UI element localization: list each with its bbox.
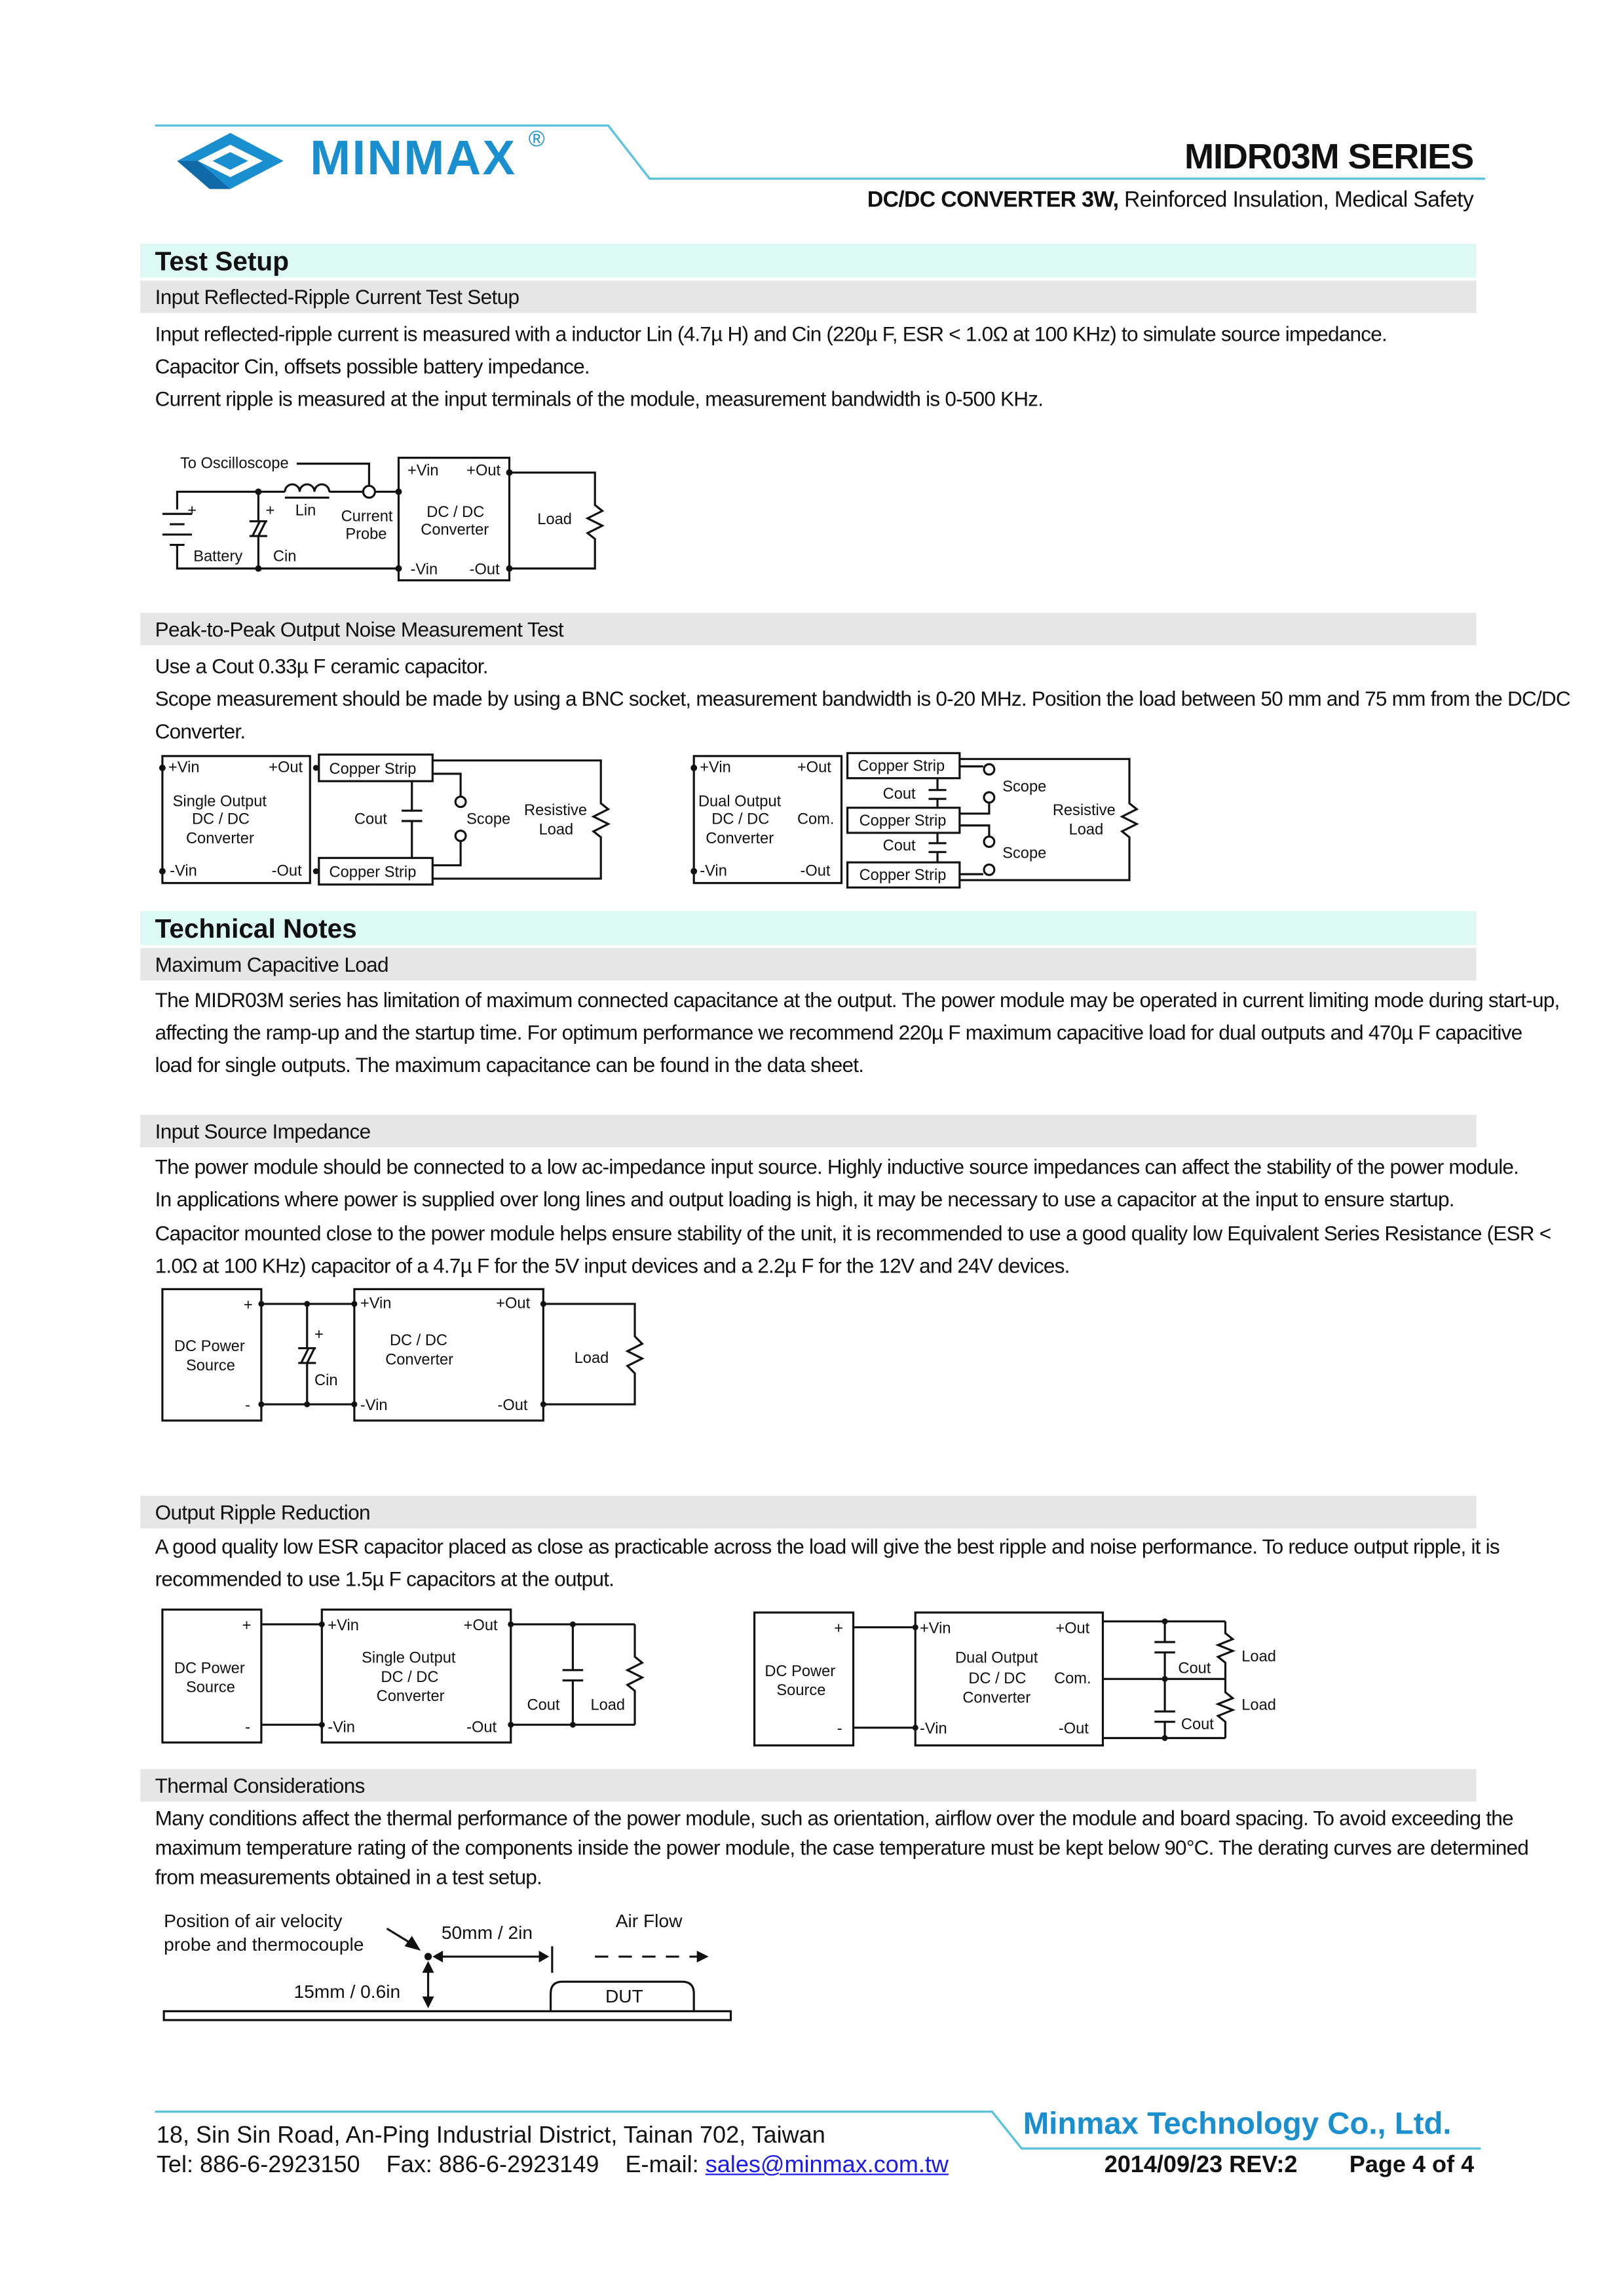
footer-company: Minmax Technology Co., Ltd. — [1023, 2107, 1452, 2141]
label: probe and thermocouple — [164, 1934, 364, 1955]
label: + — [265, 502, 275, 520]
input-impedance-diagram — [155, 1282, 650, 1429]
paragraph-line: affecting the ramp-up and the startup time. For optimum performance we recommend 220µ F maximum capacitive load for dual outputs and 470µ F capacitive — [155, 1020, 1522, 1044]
paragraph-line: load for single outputs. The maximum capacitance can be found in the data sheet. — [155, 1052, 864, 1077]
input-ripple-diagram — [147, 443, 620, 590]
label: +Vin — [328, 1617, 359, 1634]
paragraph-line: The power module should be connected to a low ac-impedance input source. Highly inductive source impedances can affect the stability of the power module. — [155, 1155, 1519, 1179]
label: -Out — [1058, 1720, 1089, 1738]
label: Position of air velocity — [164, 1910, 343, 1931]
footer-address: 18, Sin Sin Road, An-Ping Industrial District, Tainan 702, Taiwan — [156, 2123, 825, 2149]
label: Load — [537, 511, 572, 529]
label: - — [245, 1719, 250, 1736]
label: DC / DC — [389, 1332, 448, 1350]
label: Cout — [354, 811, 387, 828]
label: Converter — [185, 830, 254, 847]
paragraph-line: Current ripple is measured at the input terminals of the module, measurement bandwidth is 0-500 KHz. — [155, 387, 1044, 411]
label: DUT — [605, 1985, 643, 2006]
paragraph-line: In applications where power is supplied over long lines and output loading is high, it may be necessary to use a capacitor at the input to ensure startup. — [155, 1187, 1454, 1211]
label: -Vin — [328, 1719, 355, 1736]
subsection-title: Maximum Capacitive Load — [155, 952, 388, 976]
subsection-output-ripple — [140, 1496, 1477, 1529]
label: Single Output — [362, 1649, 456, 1667]
paragraph-line: Many conditions affect the thermal performance of the power module, such as orientation, airflow over the module and board spacing. To avoid exceeding the — [155, 1806, 1513, 1830]
label: DC Power — [174, 1660, 245, 1677]
label: Cin — [314, 1371, 338, 1389]
label: +Vin — [919, 1620, 951, 1637]
paragraph-line: The MIDR03M series has limitation of maximum connected capacitance at the output. The power module may be operated in current limiting mode during start-up, — [155, 987, 1560, 1012]
subsection-input-ripple — [140, 280, 1477, 313]
label: Copper Strip — [859, 812, 947, 830]
label: Source — [776, 1682, 826, 1700]
label: Copper Strip — [858, 757, 945, 775]
noise-dual-diagram — [687, 746, 1144, 893]
label: Current — [341, 508, 393, 526]
label: Cout — [1178, 1660, 1211, 1677]
label: Source — [185, 1357, 235, 1375]
label: Scope — [466, 811, 511, 828]
label: +Out — [463, 1617, 498, 1634]
label: Cout — [882, 786, 916, 803]
subsection-title: Output Ripple Reduction — [155, 1500, 370, 1524]
label: Resistive — [524, 801, 587, 819]
label: DC / DC — [711, 811, 770, 828]
label: +Out — [466, 462, 501, 480]
label: Copper Strip — [329, 864, 417, 881]
subsection-noise — [140, 613, 1477, 645]
paragraph-line: Capacitor mounted close to the power module helps ensure stability of the unit, it is recommended to use a good quality low Equivalent Series Resistance (ESR < — [155, 1221, 1551, 1245]
label: +Out — [797, 759, 831, 776]
label: 15mm / 0.6in — [293, 1981, 401, 2002]
label: Load — [1241, 1696, 1276, 1714]
subsection-title: Input Source Impedance — [155, 1119, 371, 1143]
label: -Vin — [170, 862, 197, 880]
paragraph-line: from measurements obtained in a test setup. — [155, 1865, 542, 1889]
section-title: Test Setup — [155, 246, 290, 277]
label: Battery — [193, 548, 243, 565]
subsection-max-cap — [140, 948, 1477, 981]
label: Load — [590, 1696, 626, 1714]
paragraph-line: A good quality low ESR capacitor placed as close as practicable across the load will give the best ripple and noise performance. To reduce output ripple, it is — [155, 1534, 1500, 1558]
minmax-logo-icon — [174, 130, 292, 192]
label: Load — [574, 1350, 609, 1368]
label: -Out — [469, 561, 500, 579]
output-ripple-single-diagram — [155, 1602, 650, 1750]
label: Load — [1068, 821, 1104, 839]
footer-tel-fax: Tel: 886-6-2923150 Fax: 886-6-2923149 E-mail: — [156, 2152, 706, 2179]
label: +Out — [269, 759, 303, 776]
email-link[interactable]: sales@minmax.com.tw — [705, 2152, 949, 2179]
subtitle-rest: Reinforced Insulation, Medical Safety — [1118, 187, 1474, 213]
label: Converter — [421, 521, 489, 539]
output-ripple-dual-diagram — [746, 1602, 1292, 1753]
label: -Out — [466, 1719, 497, 1736]
subtitle-bold: DC/DC CONVERTER 3W, — [867, 187, 1119, 213]
label: +Vin — [168, 759, 200, 776]
paragraph-line: Scope measurement should be made by using a BNC socket, measurement bandwidth is 0-20 MHz. Position the load between 50 mm and 75 mm from the DC/DC — [155, 686, 1570, 710]
section-title: Technical Notes — [155, 913, 357, 944]
label: DC Power — [765, 1662, 836, 1680]
label: Cout — [882, 837, 916, 855]
label: -Out — [800, 862, 831, 880]
label: + — [187, 502, 197, 520]
label: Converter — [706, 830, 774, 847]
label: Copper Strip — [329, 760, 417, 778]
series-subtitle — [867, 187, 1473, 212]
label: Dual Output — [955, 1649, 1038, 1667]
section-technical-notes — [140, 911, 1477, 945]
label: +Out — [496, 1295, 531, 1312]
label: Scope — [1002, 778, 1047, 795]
paragraph-line: Input reflected-ripple current is measured with a inductor Lin (4.7µ H) and Cin (220µ F, ESR < 1.0Ω at 100 KHz) to simulate source impedance. — [155, 322, 1388, 346]
label: -Vin — [919, 1720, 947, 1738]
brand-name: MINMAX — [310, 130, 517, 185]
label: Resistive — [1052, 801, 1116, 819]
label: Com. — [797, 811, 835, 828]
subsection-title: Thermal Considerations — [155, 1773, 365, 1797]
label: Cout — [527, 1696, 560, 1714]
subsection-input-impedance — [140, 1115, 1477, 1147]
label: Load — [538, 821, 574, 839]
label: 50mm / 2in — [441, 1922, 533, 1943]
label: Scope — [1002, 845, 1047, 862]
paragraph-line: recommended to use 1.5µ F capacitors at the output. — [155, 1567, 614, 1591]
label: -Vin — [700, 862, 727, 880]
subsection-title: Peak-to-Peak Output Noise Measurement Test — [155, 617, 564, 641]
label: + — [314, 1326, 324, 1344]
label: - — [245, 1397, 250, 1415]
label: Load — [1241, 1648, 1276, 1666]
label: -Out — [497, 1397, 528, 1415]
registered-mark: ® — [528, 126, 545, 153]
paragraph-line: maximum temperature rating of the components inside the power module, the case temperature must be kept below 90°C. The derating curves are determined — [155, 1835, 1529, 1860]
series-title: MIDR03M SERIES — [1184, 137, 1474, 178]
footer-contact — [157, 2153, 949, 2180]
label: + — [242, 1617, 252, 1634]
label: Converter — [962, 1689, 1031, 1707]
section-test-setup — [140, 244, 1477, 278]
label: Converter — [385, 1351, 454, 1369]
label: + — [834, 1620, 844, 1637]
label: -Out — [271, 862, 302, 880]
paragraph-line: 1.0Ω at 100 KHz) capacitor of a 4.7µ F for the 5V input devices and a 2.2µ F for the 12V and 24V devices. — [155, 1253, 1070, 1278]
label: Single Output — [172, 793, 267, 811]
label: DC / DC — [968, 1670, 1027, 1688]
label: To Oscilloscope — [179, 455, 289, 472]
footer-revision: 2014/09/23 REV:2 — [1104, 2152, 1298, 2179]
label: Probe — [345, 526, 387, 543]
label: Lin — [295, 502, 316, 520]
label: DC Power — [174, 1338, 245, 1356]
footer-page-number: Page 4 of 4 — [1349, 2152, 1475, 2179]
label: +Vin — [407, 462, 439, 480]
label: +Out — [1055, 1620, 1090, 1637]
label: Source — [185, 1679, 235, 1696]
label: DC / DC — [381, 1668, 439, 1686]
thermal-setup-diagram — [155, 1905, 738, 2026]
label: DC / DC — [191, 811, 250, 828]
label: +Vin — [360, 1295, 392, 1312]
noise-single-diagram — [155, 746, 613, 893]
subsection-thermal — [140, 1769, 1477, 1802]
label: Copper Strip — [859, 867, 947, 885]
label: Cout — [1180, 1715, 1214, 1733]
label: -Vin — [360, 1397, 388, 1415]
label: Cin — [273, 548, 297, 565]
label: +Vin — [700, 759, 731, 776]
subsection-title: Input Reflected-Ripple Current Test Setup — [155, 284, 519, 309]
paragraph-line: Capacitor Cin, offsets possible battery impedance. — [155, 354, 590, 378]
label: Air Flow — [615, 1910, 683, 1931]
label: -Vin — [410, 561, 438, 579]
label: DC / DC — [426, 503, 485, 521]
label: - — [837, 1720, 842, 1738]
paragraph-line: Use a Cout 0.33µ F ceramic capacitor. — [155, 654, 488, 678]
label: Dual Output — [698, 793, 782, 811]
label: + — [243, 1296, 253, 1314]
label: Converter — [376, 1688, 445, 1706]
label: Com. — [1054, 1670, 1091, 1688]
paragraph-line: Converter. — [155, 719, 246, 743]
